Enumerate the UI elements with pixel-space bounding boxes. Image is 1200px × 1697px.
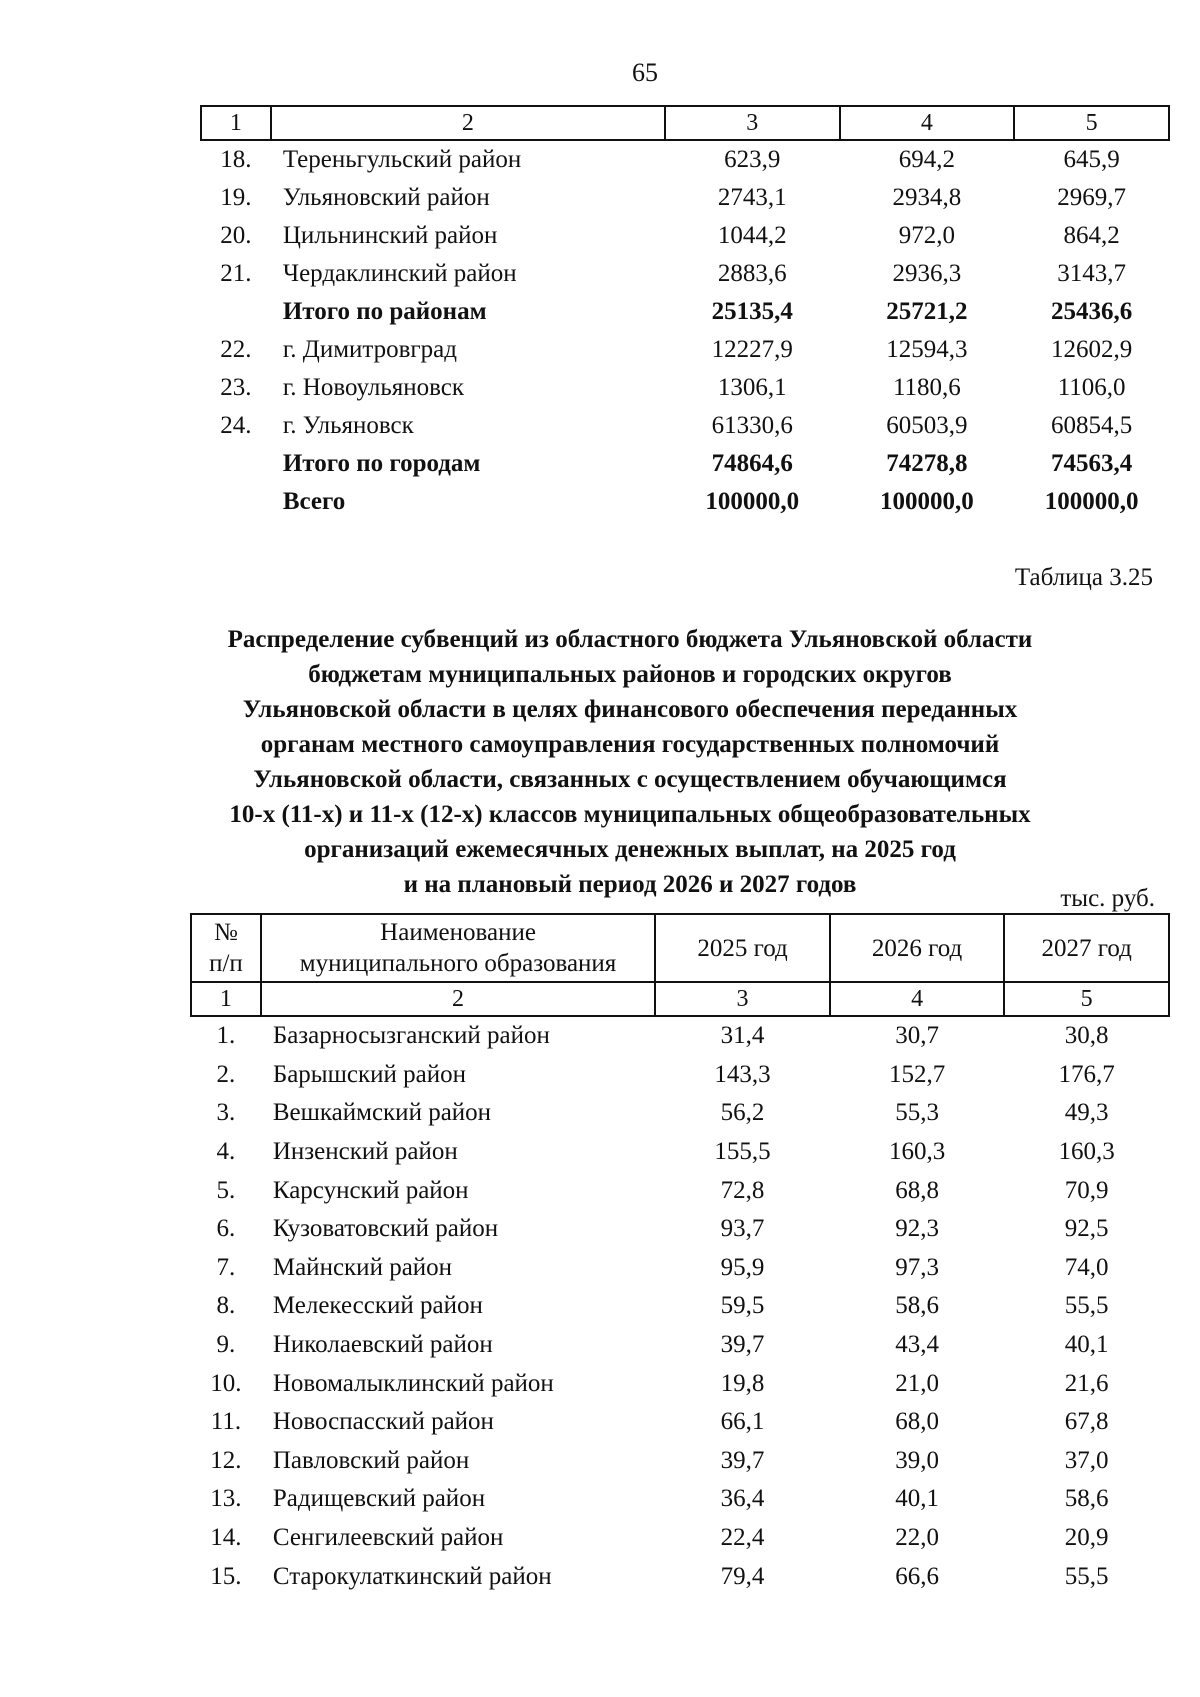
- value-cell: 74,0: [1064, 1253, 1109, 1281]
- value-cell: 37,0: [1064, 1446, 1109, 1474]
- value-cell: 623,9: [724, 146, 781, 173]
- subtotal-label: Итого по районам: [282, 298, 487, 325]
- subtotal-row: [201, 293, 1169, 331]
- value-cell: 60854,5: [1050, 412, 1133, 439]
- header-cell: 1: [201, 106, 271, 140]
- row-number: 12.: [210, 1446, 242, 1474]
- municipality-name: Базарносызганский район: [272, 1022, 550, 1050]
- value-cell: 19,8: [720, 1369, 765, 1397]
- value-cell: 25135,4: [711, 298, 793, 325]
- municipality-name: Барышский район: [272, 1060, 466, 1088]
- index-cell: 1: [191, 982, 261, 1016]
- value-cell: 25721,2: [886, 298, 968, 325]
- municipality-name: Мелекесский район: [272, 1292, 483, 1320]
- municipality-name: Майнский район: [272, 1253, 453, 1281]
- value-cell: 3143,7: [1057, 260, 1126, 287]
- row-number: 10.: [210, 1369, 242, 1397]
- value-cell: 12602,9: [1050, 336, 1133, 363]
- municipality-name: Павловский район: [272, 1446, 470, 1474]
- value-cell: 2934,8: [892, 184, 962, 211]
- municipality-name: Инзенский район: [272, 1138, 458, 1166]
- header-cell: 3: [665, 106, 840, 140]
- municipality-name: Карсунский район: [272, 1176, 469, 1204]
- row-number: 14.: [210, 1524, 242, 1552]
- row-number: [201, 293, 271, 331]
- value-cell: 100000,0: [705, 488, 800, 515]
- value-cell: 694,2: [898, 146, 956, 173]
- header-year-2026: 2026 год: [830, 914, 1005, 982]
- row-number: 24.: [220, 412, 252, 439]
- municipality-name: Сенгилеевский район: [272, 1524, 504, 1552]
- table-row: [201, 255, 1169, 293]
- municipality-name: Старокулаткинский район: [272, 1562, 552, 1590]
- value-cell: 95,9: [720, 1253, 765, 1281]
- table-row: [191, 1403, 1169, 1442]
- table-row: [191, 1557, 1169, 1596]
- value-cell: 1106,0: [1057, 374, 1126, 401]
- table-row: [191, 1171, 1169, 1210]
- value-cell: 36,4: [720, 1485, 765, 1513]
- value-cell: 74563,4: [1050, 450, 1133, 477]
- header-number-line2: п/п: [209, 950, 243, 977]
- value-cell: 2883,6: [717, 260, 787, 287]
- value-cell: 864,2: [1063, 222, 1120, 249]
- row-number: 15.: [210, 1562, 242, 1590]
- table-title: [130, 622, 1130, 902]
- row-number: 20.: [220, 222, 252, 249]
- value-cell: 152,7: [888, 1060, 946, 1088]
- municipality-name: Вешкаймский район: [272, 1099, 492, 1127]
- value-cell: 55,3: [895, 1099, 939, 1127]
- column-index-row: [191, 982, 1169, 1016]
- title-line: Ульяновской области в целях финансового обеспечения переданных: [242, 696, 1018, 723]
- row-number: 9.: [216, 1331, 236, 1359]
- title-line: органам местного самоуправления государственных полномочий: [260, 731, 1000, 758]
- value-cell: 49,3: [1064, 1099, 1109, 1127]
- value-cell: 93,7: [720, 1215, 765, 1243]
- value-cell: 68,8: [895, 1176, 939, 1204]
- row-number: 21.: [220, 260, 252, 287]
- subtotal-label: Итого по городам: [282, 450, 481, 477]
- value-cell: 2969,7: [1057, 184, 1126, 211]
- municipality-name: Николаевский район: [272, 1331, 493, 1359]
- value-cell: 55,5: [1064, 1292, 1109, 1320]
- table-row: [201, 407, 1169, 445]
- municipality-name: г. Димитровград: [282, 336, 457, 363]
- value-cell: 40,1: [895, 1485, 939, 1513]
- row-number: 13.: [210, 1485, 242, 1513]
- table-header-row: [191, 914, 1169, 982]
- table-number-label: Таблица 3.25: [1014, 564, 1153, 591]
- municipality-name: Кузоватовский район: [272, 1215, 499, 1243]
- value-cell: 143,3: [714, 1060, 771, 1088]
- header-number: [191, 914, 261, 982]
- municipality-name: Радищевский район: [272, 1485, 486, 1513]
- value-cell: 12594,3: [886, 336, 968, 363]
- value-cell: 2743,1: [717, 184, 787, 211]
- header-cell: 5: [1014, 106, 1169, 140]
- subtotal-row: [201, 445, 1169, 483]
- row-number: 2.: [216, 1060, 236, 1088]
- table-row: [201, 331, 1169, 369]
- value-cell: 2936,3: [892, 260, 962, 287]
- value-cell: 43,4: [895, 1331, 939, 1359]
- title-line: бюджетам муниципальных районов и городских округов: [308, 661, 952, 688]
- value-cell: 39,0: [895, 1446, 939, 1474]
- value-cell: 66,1: [720, 1408, 765, 1436]
- value-cell: 30,7: [895, 1022, 939, 1050]
- row-number: 5.: [216, 1176, 236, 1204]
- table-row: [191, 1364, 1169, 1403]
- row-number: 1.: [216, 1022, 236, 1050]
- value-cell: 160,3: [888, 1138, 946, 1166]
- value-cell: 160,3: [1058, 1138, 1115, 1166]
- value-cell: 155,5: [714, 1138, 771, 1166]
- municipality-name: г. Ульяновск: [282, 412, 414, 439]
- table-body: [191, 1016, 1169, 1596]
- row-number: [201, 445, 271, 483]
- value-cell: 97,3: [895, 1253, 939, 1281]
- value-cell: 1180,6: [892, 374, 961, 401]
- title-line: и на плановый период 2026 и 2027 годов: [403, 871, 857, 898]
- header-name: [261, 914, 655, 982]
- value-cell: 972,0: [898, 222, 956, 249]
- value-cell: 100000,0: [1044, 488, 1139, 515]
- value-cell: 20,9: [1064, 1524, 1109, 1552]
- value-cell: 12227,9: [711, 336, 793, 363]
- table-row: [201, 369, 1169, 407]
- municipality-name: Новомалыклинский район: [272, 1369, 554, 1397]
- row-number: 23.: [220, 374, 252, 401]
- value-cell: 22,0: [895, 1524, 939, 1552]
- value-cell: 22,4: [720, 1524, 765, 1552]
- value-cell: 21,6: [1064, 1369, 1109, 1397]
- index-cell: 2: [261, 982, 655, 1016]
- table-row: [191, 1016, 1169, 1056]
- value-cell: 176,7: [1058, 1060, 1115, 1088]
- header-year-2027: 2027 год: [1004, 914, 1169, 982]
- value-cell: 40,1: [1064, 1331, 1109, 1359]
- header-name-line2: муниципального образования: [299, 950, 617, 977]
- value-cell: 56,2: [720, 1099, 765, 1127]
- value-cell: 25436,6: [1050, 298, 1133, 325]
- title-line: организаций ежемесячных денежных выплат, на 2025 год: [304, 836, 956, 863]
- value-cell: 39,7: [720, 1331, 765, 1359]
- table-row: [191, 1287, 1169, 1326]
- table-row: [191, 1056, 1169, 1095]
- table-row: [191, 1326, 1169, 1365]
- table-row: [201, 217, 1169, 255]
- title-line: Распределение субвенций из областного бюджета Ульяновской области: [227, 626, 1033, 653]
- value-cell: 70,9: [1064, 1176, 1109, 1204]
- value-cell: 1306,1: [717, 374, 787, 401]
- header-cell: 4: [840, 106, 1015, 140]
- municipality-name: Чердаклинский район: [282, 260, 517, 287]
- value-cell: 67,8: [1064, 1408, 1109, 1436]
- table-row: [191, 1094, 1169, 1133]
- municipality-name: Новоспасский район: [272, 1408, 494, 1436]
- row-number: 4.: [216, 1138, 236, 1166]
- municipality-name: Тереньгульский район: [282, 146, 522, 173]
- total-row: [201, 483, 1169, 521]
- table-row: [191, 1442, 1169, 1481]
- subvention-table: [190, 913, 1170, 1596]
- table-row: [191, 1249, 1169, 1288]
- value-cell: 92,3: [895, 1215, 939, 1243]
- header-number-line1: №: [214, 919, 238, 946]
- value-cell: 60503,9: [886, 412, 968, 439]
- header-year-2025: 2025 год: [655, 914, 830, 982]
- units-label: тыс. руб.: [1060, 885, 1155, 912]
- value-cell: 1044,2: [717, 222, 787, 249]
- table-row: [201, 179, 1169, 217]
- value-cell: 39,7: [720, 1446, 765, 1474]
- table-header-row: [201, 106, 1169, 140]
- table-row: [191, 1133, 1169, 1172]
- municipality-name: Ульяновский район: [282, 184, 490, 211]
- index-cell: 5: [1004, 982, 1169, 1016]
- title-line: Ульяновской области, связанных с осуществлением обучающимся: [253, 766, 1007, 793]
- value-cell: 66,6: [895, 1562, 939, 1590]
- value-cell: 55,5: [1064, 1562, 1109, 1590]
- header-name-line1: Наименование: [380, 919, 536, 946]
- index-cell: 4: [830, 982, 1005, 1016]
- value-cell: 58,6: [895, 1292, 939, 1320]
- value-cell: 74864,6: [711, 450, 793, 477]
- table-row: [201, 140, 1169, 179]
- value-cell: 58,6: [1064, 1485, 1109, 1513]
- table-continuation: [200, 105, 1170, 521]
- page-number: 65: [632, 58, 658, 87]
- value-cell: 30,8: [1064, 1022, 1109, 1050]
- row-number: [201, 483, 271, 521]
- value-cell: 92,5: [1064, 1215, 1109, 1243]
- value-cell: 61330,6: [711, 412, 793, 439]
- table-row: [191, 1519, 1169, 1558]
- value-cell: 79,4: [720, 1562, 765, 1590]
- header-cell: 2: [271, 106, 665, 140]
- value-cell: 21,0: [895, 1369, 939, 1397]
- row-number: 3.: [216, 1099, 236, 1127]
- row-number: 7.: [216, 1253, 236, 1281]
- value-cell: 74278,8: [886, 450, 968, 477]
- row-number: 18.: [220, 146, 252, 173]
- value-cell: 645,9: [1063, 146, 1120, 173]
- table-row: [191, 1210, 1169, 1249]
- title-line: 10-х (11-х) и 11-х (12-х) классов муниципальных общеобразовательных: [229, 801, 1031, 828]
- row-number: 8.: [216, 1292, 236, 1320]
- row-number: 6.: [216, 1215, 236, 1243]
- row-number: 11.: [210, 1408, 242, 1436]
- table-row: [191, 1480, 1169, 1519]
- row-number: 19.: [220, 184, 252, 211]
- row-number: 22.: [220, 336, 252, 363]
- municipality-name: Цильнинский район: [282, 222, 498, 249]
- total-label: Всего: [282, 488, 346, 515]
- value-cell: 31,4: [720, 1022, 765, 1050]
- value-cell: 72,8: [720, 1176, 765, 1204]
- index-cell: 3: [655, 982, 830, 1016]
- value-cell: 68,0: [895, 1408, 939, 1436]
- value-cell: 100000,0: [880, 488, 974, 515]
- municipality-name: г. Новоульяновск: [282, 374, 465, 401]
- value-cell: 59,5: [720, 1292, 765, 1320]
